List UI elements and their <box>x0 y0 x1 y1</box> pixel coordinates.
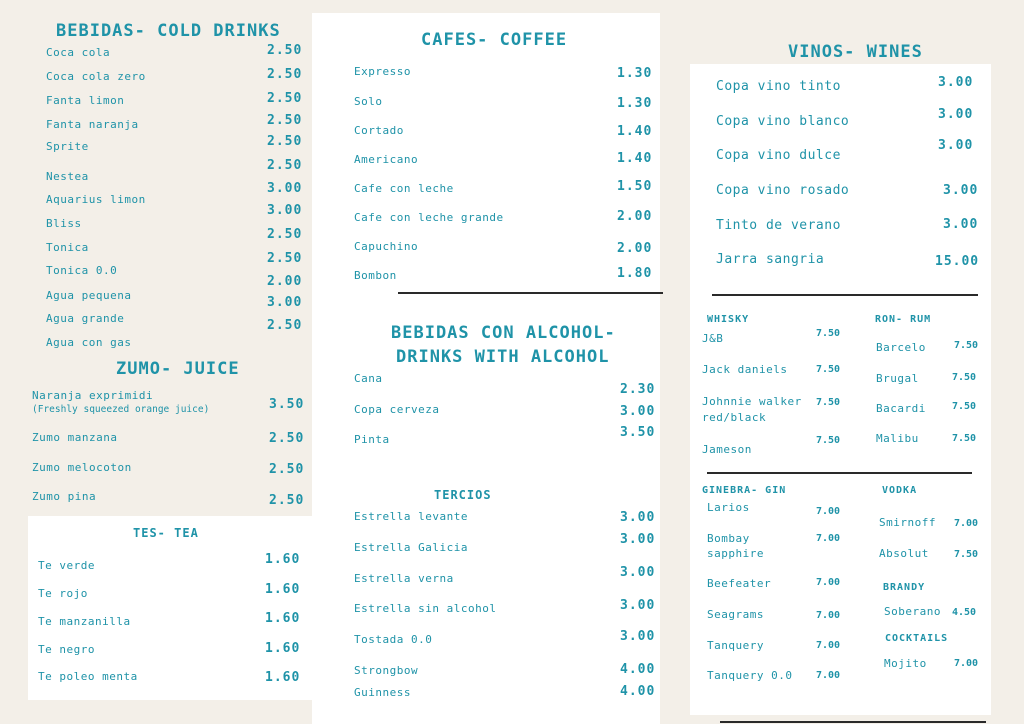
menu-item-price: 2.50 <box>267 43 303 58</box>
tercios-title: TERCIOS <box>434 488 492 502</box>
menu-item-price: 3.00 <box>938 75 974 90</box>
menu-item-name: Agua pequena <box>46 289 132 302</box>
menu-item-price: 7.00 <box>816 670 841 681</box>
menu-item-name: Americano <box>354 153 419 166</box>
menu-item-name: Te rojo <box>38 587 88 600</box>
menu-item-name: Cafe con leche <box>354 182 454 195</box>
menu-item-name: Cortado <box>354 124 404 137</box>
menu-item-name: Zumo pina <box>32 490 97 503</box>
menu-item-price: 1.40 <box>617 151 653 166</box>
menu-item-price: 3.00 <box>267 203 303 218</box>
menu-item-price: 3.00 <box>620 565 656 580</box>
menu-item-price: 3.50 <box>620 425 656 440</box>
menu-item-price: 2.50 <box>267 227 303 242</box>
menu-item-price: 7.50 <box>816 397 841 408</box>
menu-item-name: Pinta <box>354 433 390 446</box>
menu-item-price: 7.00 <box>816 610 841 621</box>
menu-item-price: 7.50 <box>952 401 977 412</box>
juice-title: ZUMO- JUICE <box>116 359 240 379</box>
menu-item-price: 1.50 <box>617 179 653 194</box>
menu-item-price: 2.50 <box>269 431 305 446</box>
menu-item-price: 4.00 <box>620 662 656 677</box>
menu-item-name: Coca cola <box>46 46 111 59</box>
menu-item-price: 7.00 <box>816 506 841 517</box>
menu-item-price: 1.60 <box>265 670 301 685</box>
menu-item-name: Copa vino rosado <box>716 183 850 198</box>
menu-item-name: Estrella verna <box>354 572 454 585</box>
menu-item-name: Seagrams <box>707 608 764 621</box>
menu-item-price: 2.00 <box>267 274 303 289</box>
menu-item-price: 3.00 <box>620 629 656 644</box>
menu-item-price: 3.00 <box>620 404 656 419</box>
menu-item-name: Fanta limon <box>46 94 125 107</box>
menu-item-note: (Freshly squeezed orange juice) <box>32 404 210 415</box>
menu-item-name: Agua con gas <box>46 336 132 349</box>
menu-item-price: 7.50 <box>952 372 977 383</box>
menu-item-price: 4.50 <box>952 607 977 618</box>
menu-item-price: 7.00 <box>816 533 841 544</box>
menu-item-price: 1.60 <box>265 582 301 597</box>
menu-item-name: Johnnie walker <box>702 395 802 408</box>
gin-title: GINEBRA- GIN <box>702 485 787 496</box>
menu-item-name: Solo <box>354 95 383 108</box>
menu-item-price: 3.00 <box>943 217 979 232</box>
menu-item-name: Estrella levante <box>354 510 468 523</box>
menu-item-price: 15.00 <box>935 254 980 269</box>
menu-item-name: Tinto de verano <box>716 218 841 233</box>
menu-item-price: 7.00 <box>954 658 979 669</box>
menu-item-name: Jameson <box>702 443 752 456</box>
menu-item-name: Zumo manzana <box>32 431 118 444</box>
menu-item-name: Coca cola zero <box>46 70 146 83</box>
menu-item-name: Tanquery <box>707 639 764 652</box>
menu-item-price: 3.00 <box>267 181 303 196</box>
menu-item-price: 1.60 <box>265 552 301 567</box>
menu-item-price: 2.50 <box>269 493 305 508</box>
menu-item-name: Barcelo <box>876 341 926 354</box>
menu-item-name: Soberano <box>884 605 941 618</box>
menu-item-name: Absolut <box>879 547 929 560</box>
menu-item-name: Beefeater <box>707 577 772 590</box>
menu-item-price: 7.00 <box>816 577 841 588</box>
menu-item-price: 7.50 <box>952 433 977 444</box>
menu-item-price: 3.00 <box>938 107 974 122</box>
menu-item-name: Bacardi <box>876 402 926 415</box>
menu-item-name: Capuchino <box>354 240 419 253</box>
menu-item-price: 2.50 <box>269 462 305 477</box>
menu-item-price: 1.60 <box>265 611 301 626</box>
whisky-title: WHISKY <box>707 314 750 325</box>
menu-item-name: Estrella sin alcohol <box>354 602 497 615</box>
menu-item-name: Copa vino tinto <box>716 79 841 94</box>
menu-item-price: 1.30 <box>617 96 653 111</box>
menu-item-name: Sprite <box>46 140 89 153</box>
menu-item-name: Te poleo menta <box>38 670 138 683</box>
menu-item-price: 1.30 <box>617 66 653 81</box>
menu-item-name: Strongbow <box>354 664 419 677</box>
cold-drinks-title: BEBIDAS- COLD DRINKS <box>56 21 281 41</box>
menu-item-name: Copa vino blanco <box>716 114 850 129</box>
menu-item-name: Tostada 0.0 <box>354 633 433 646</box>
menu-item-price: 2.50 <box>267 134 303 149</box>
menu-item-price: 2.50 <box>267 67 303 82</box>
menu-item-price: 3.00 <box>620 532 656 547</box>
alcohol-title-line2: DRINKS WITH ALCOHOL <box>396 347 610 367</box>
menu-item-name: Jarra sangria <box>716 252 825 267</box>
menu-item-name: Bliss <box>46 217 82 230</box>
divider <box>720 721 986 723</box>
menu-item-price: 7.50 <box>816 435 841 446</box>
menu-item-price: 1.60 <box>265 641 301 656</box>
menu-item-name: Tonica <box>46 241 89 254</box>
divider <box>398 292 663 294</box>
menu-item-name: Copa cerveza <box>354 403 440 416</box>
menu-item-name: Te negro <box>38 643 95 656</box>
menu-item-name: Cafe con leche grande <box>354 211 504 224</box>
menu-item-name-line2: red/black <box>702 411 767 424</box>
menu-item-name-line2: sapphire <box>707 547 764 560</box>
divider <box>712 294 978 296</box>
coffee-title: CAFES- COFFEE <box>421 30 568 50</box>
menu-item-name: Copa vino dulce <box>716 148 841 163</box>
divider <box>707 472 972 474</box>
menu-item-price: 7.00 <box>954 518 979 529</box>
menu-item-price: 2.50 <box>267 318 303 333</box>
menu-item-price: 1.80 <box>617 266 653 281</box>
menu-item-price: 3.00 <box>620 510 656 525</box>
menu-item-name: Guinness <box>354 686 411 699</box>
menu-item-name: Zumo melocoton <box>32 461 132 474</box>
menu-item-price: 2.30 <box>620 382 656 397</box>
middle-panel <box>312 13 660 724</box>
menu-item-price: 2.50 <box>267 251 303 266</box>
menu-item-price: 7.50 <box>954 340 979 351</box>
menu-item-name: Larios <box>707 501 750 514</box>
menu-item-name: Jack daniels <box>702 363 788 376</box>
menu-item-name: Aquarius limon <box>46 193 146 206</box>
menu-item-price: 3.00 <box>943 183 979 198</box>
menu-item-price: 7.00 <box>816 640 841 651</box>
menu-item-name: Mojito <box>884 657 927 670</box>
wines-title: VINOS- WINES <box>788 42 923 62</box>
menu-item-price: 2.00 <box>617 241 653 256</box>
menu-item-price: 2.00 <box>617 209 653 224</box>
menu-item-name: Te manzanilla <box>38 615 131 628</box>
menu-item-price: 7.50 <box>816 364 841 375</box>
menu-item-name: Bombay <box>707 532 750 545</box>
menu-item-name: Fanta naranja <box>46 118 139 131</box>
menu-item-name: J&B <box>702 332 724 345</box>
menu-item-name: Nestea <box>46 170 89 183</box>
menu-item-price: 7.50 <box>954 549 979 560</box>
menu-item-price: 3.00 <box>620 598 656 613</box>
menu-item-price: 3.00 <box>267 295 303 310</box>
menu-item-name: Tonica 0.0 <box>46 264 118 277</box>
menu-item-price: 1.40 <box>617 124 653 139</box>
cocktails-title: COCKTAILS <box>885 633 949 644</box>
vodka-title: VODKA <box>882 485 918 496</box>
menu-item-price: 2.50 <box>267 113 303 128</box>
menu-item-name: Malibu <box>876 432 919 445</box>
menu-item-name: Expresso <box>354 65 411 78</box>
menu-item-price: 4.00 <box>620 684 656 699</box>
menu-item-name: Naranja exprimidi <box>32 389 154 402</box>
menu-item-name: Estrella Galicia <box>354 541 468 554</box>
menu-item-name: Bombon <box>354 269 397 282</box>
menu-item-name: Cana <box>354 372 383 385</box>
menu-item-price: 7.50 <box>816 328 841 339</box>
menu-item-price: 2.50 <box>267 91 303 106</box>
menu-item-name: Te verde <box>38 559 95 572</box>
brandy-title: BRANDY <box>883 582 926 593</box>
rum-title: RON- RUM <box>875 314 932 325</box>
menu-item-name: Brugal <box>876 372 919 385</box>
tea-title: TES- TEA <box>133 526 199 540</box>
menu-item-name: Agua grande <box>46 312 125 325</box>
menu-item-name: Smirnoff <box>879 516 936 529</box>
alcohol-title-line1: BEBIDAS CON ALCOHOL- <box>391 323 616 343</box>
menu-item-price: 2.50 <box>267 158 303 173</box>
menu-item-name: Tanquery 0.0 <box>707 669 793 682</box>
menu-item-price: 3.50 <box>269 397 305 412</box>
menu-item-price: 3.00 <box>938 138 974 153</box>
